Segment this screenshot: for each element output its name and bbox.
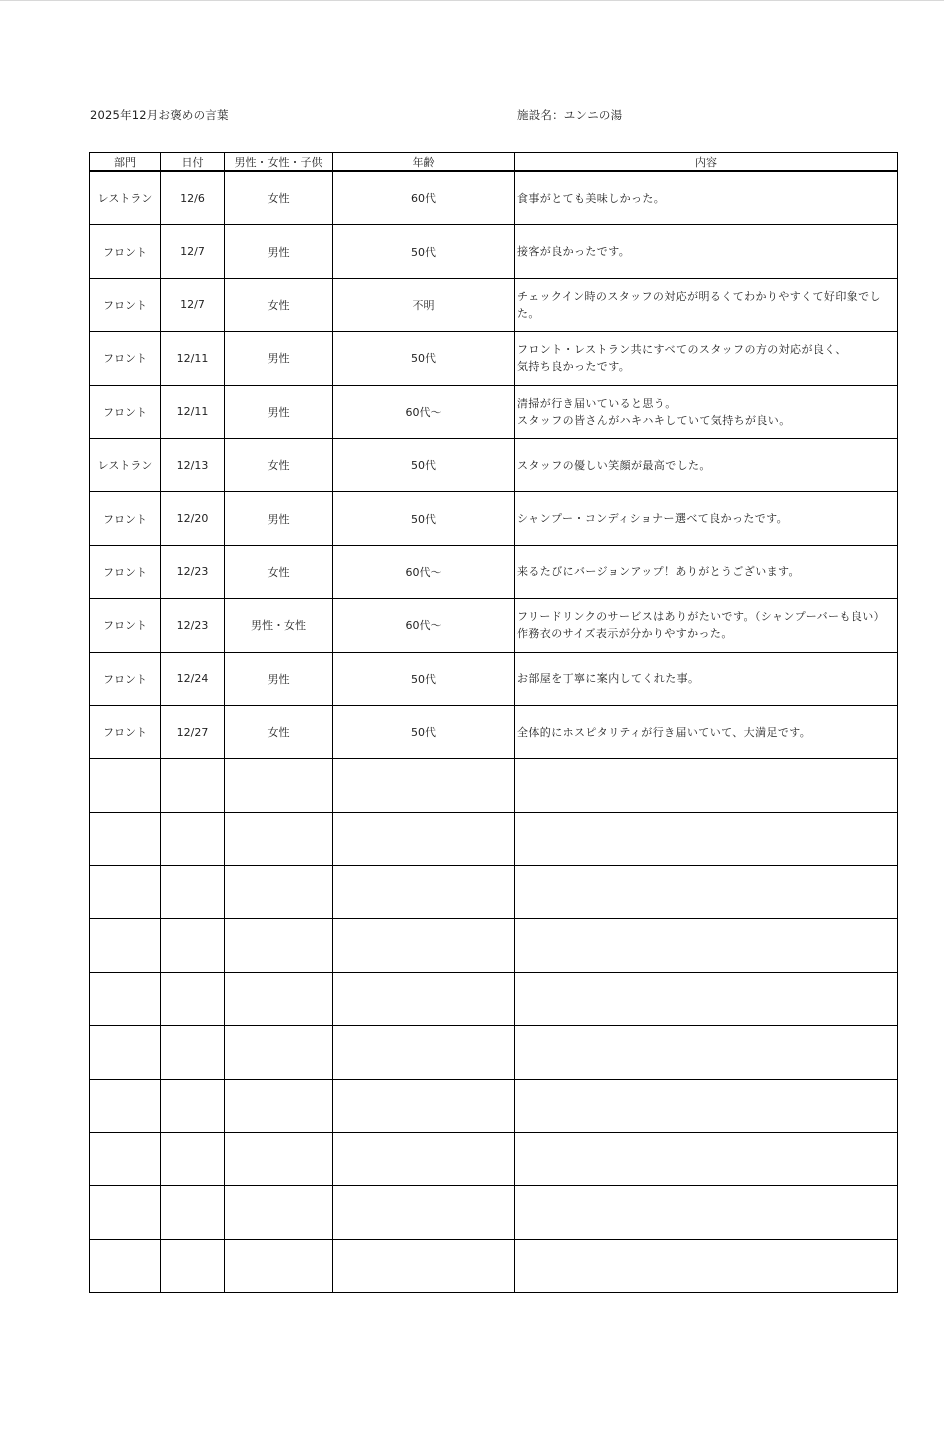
content-cell (515, 705, 898, 758)
content-line: 清掃が行き届いていると思う。 (517, 396, 677, 410)
table-row (90, 866, 898, 919)
table-row (90, 225, 898, 278)
age-cell: 50代 (333, 332, 515, 385)
age-cell: 60代～ (333, 385, 515, 438)
content-cell (515, 652, 898, 705)
table-row (90, 1239, 898, 1292)
date-cell (161, 1133, 225, 1186)
age-cell: 50代 (333, 705, 515, 758)
content-cell (515, 545, 898, 598)
content-cell (515, 599, 898, 652)
department-cell (90, 1026, 161, 1079)
content-cell (515, 225, 898, 278)
gender-cell: 男性・女性 (225, 599, 333, 652)
gender-cell: 男性 (225, 225, 333, 278)
gender-cell (225, 1026, 333, 1079)
date-cell (161, 972, 225, 1025)
gender-cell (225, 1186, 333, 1239)
table-row (90, 385, 898, 438)
table-row (90, 972, 898, 1025)
date-cell: 12/27 (161, 705, 225, 758)
department-cell (90, 759, 161, 812)
table-row (90, 492, 898, 545)
date-cell: 12/23 (161, 545, 225, 598)
table-row (90, 599, 898, 652)
date-cell (161, 1239, 225, 1292)
age-cell (333, 812, 515, 865)
department-cell: フロント (90, 652, 161, 705)
age-cell (333, 1186, 515, 1239)
department-cell: フロント (90, 385, 161, 438)
department-cell: フロント (90, 545, 161, 598)
age-cell (333, 759, 515, 812)
date-cell: 12/24 (161, 652, 225, 705)
content-cell (515, 1026, 898, 1079)
gender-cell: 女性 (225, 171, 333, 225)
date-cell (161, 919, 225, 972)
table-row (90, 278, 898, 331)
age-cell: 60代～ (333, 599, 515, 652)
age-cell: 50代 (333, 652, 515, 705)
department-cell: フロント (90, 705, 161, 758)
date-cell (161, 1079, 225, 1132)
content-cell (515, 171, 898, 225)
compliments-table (89, 152, 898, 1293)
department-cell: フロント (90, 599, 161, 652)
date-cell (161, 866, 225, 919)
department-cell: レストラン (90, 438, 161, 491)
department-cell: フロント (90, 332, 161, 385)
table-row (90, 545, 898, 598)
date-cell (161, 1026, 225, 1079)
content-cell (515, 278, 898, 331)
table-row (90, 1186, 898, 1239)
gender-cell: 男性 (225, 385, 333, 438)
age-cell (333, 1133, 515, 1186)
age-cell: 50代 (333, 438, 515, 491)
content-line: フロント・レストラン共にすべてのスタッフの方の対応が良く、 (517, 343, 847, 357)
content-cell (515, 972, 898, 1025)
department-cell (90, 1079, 161, 1132)
content-cell (515, 919, 898, 972)
date-cell: 12/7 (161, 278, 225, 331)
department-cell: フロント (90, 278, 161, 331)
date-cell: 12/7 (161, 225, 225, 278)
age-cell: 60代～ (333, 545, 515, 598)
gender-cell: 女性 (225, 278, 333, 331)
content-line: 来るたびにバージョンアップ！ありがとうございます。 (517, 565, 800, 579)
age-cell: 不明 (333, 278, 515, 331)
table-row (90, 1133, 898, 1186)
content-cell (515, 866, 898, 919)
content-line: 気持ち良かったです。 (517, 360, 631, 374)
table-row (90, 652, 898, 705)
department-cell (90, 812, 161, 865)
column-header-age: 年齢 (333, 153, 515, 172)
department-cell (90, 1133, 161, 1186)
gender-cell: 男性 (225, 492, 333, 545)
date-cell: 12/23 (161, 599, 225, 652)
content-cell (515, 438, 898, 491)
table-header-row (90, 153, 898, 172)
gender-cell: 男性 (225, 652, 333, 705)
date-cell: 12/13 (161, 438, 225, 491)
content-cell (515, 1186, 898, 1239)
date-cell: 12/11 (161, 385, 225, 438)
department-cell (90, 1239, 161, 1292)
content-line: 全体的にホスピタリティが行き届いていて、大満足です。 (517, 725, 812, 739)
date-cell: 12/20 (161, 492, 225, 545)
table-row (90, 919, 898, 972)
column-header-content: 内容 (515, 153, 898, 172)
age-cell (333, 866, 515, 919)
gender-cell: 女性 (225, 438, 333, 491)
content-cell (515, 1239, 898, 1292)
column-header-department: 部門 (90, 153, 161, 172)
table-row (90, 759, 898, 812)
gender-cell (225, 1133, 333, 1186)
gender-cell: 男性 (225, 332, 333, 385)
date-cell (161, 812, 225, 865)
page-top-rule (0, 0, 944, 1)
content-cell (515, 1079, 898, 1132)
age-cell: 60代 (333, 171, 515, 225)
date-cell (161, 1186, 225, 1239)
gender-cell (225, 812, 333, 865)
date-cell: 12/6 (161, 171, 225, 225)
content-cell (515, 332, 898, 385)
age-cell (333, 1079, 515, 1132)
content-cell (515, 812, 898, 865)
table-row (90, 1026, 898, 1079)
gender-cell (225, 1239, 333, 1292)
table-row (90, 332, 898, 385)
content-line: 作務衣のサイズ表示が分かりやすかった。 (517, 627, 733, 641)
age-cell: 50代 (333, 492, 515, 545)
department-cell: フロント (90, 225, 161, 278)
gender-cell (225, 1079, 333, 1132)
age-cell (333, 1026, 515, 1079)
content-line: スタッフの皆さんがハキハキしていて気持ちが良い。 (517, 413, 791, 427)
content-line: チェックイン時のスタッフの対応が明るくてわかりやすくて好印象でした。 (517, 289, 881, 320)
gender-cell (225, 919, 333, 972)
table-body (90, 171, 898, 1293)
content-cell (515, 385, 898, 438)
content-line: シャンプー・コンディショナー選べて良かったです。 (517, 512, 789, 526)
gender-cell (225, 866, 333, 919)
date-cell: 12/11 (161, 332, 225, 385)
department-cell (90, 972, 161, 1025)
gender-cell: 女性 (225, 545, 333, 598)
age-cell (333, 919, 515, 972)
gender-cell (225, 759, 333, 812)
column-header-gender: 男性・女性・子供 (225, 153, 333, 172)
content-line: スタッフの優しい笑顔が最高でした。 (517, 458, 711, 472)
department-cell (90, 919, 161, 972)
table-row (90, 705, 898, 758)
age-cell: 50代 (333, 225, 515, 278)
gender-cell: 女性 (225, 705, 333, 758)
table-row (90, 171, 898, 225)
department-cell (90, 1186, 161, 1239)
table-row (90, 1079, 898, 1132)
date-cell (161, 759, 225, 812)
content-line: 食事がとても美味しかった。 (517, 191, 666, 205)
content-line: お部屋を丁寧に案内してくれた事。 (517, 672, 700, 686)
department-cell (90, 866, 161, 919)
department-cell: レストラン (90, 171, 161, 225)
column-header-date: 日付 (161, 153, 225, 172)
table-row (90, 812, 898, 865)
department-cell: フロント (90, 492, 161, 545)
content-line: フリードリンクのサービスはありがたいです。（シャンプーバーも良い） (517, 610, 886, 624)
age-cell (333, 1239, 515, 1292)
gender-cell (225, 972, 333, 1025)
facility-name: 施設名：ユンニの湯 (517, 108, 623, 122)
content-cell (515, 492, 898, 545)
age-cell (333, 972, 515, 1025)
content-cell (515, 759, 898, 812)
table-row (90, 438, 898, 491)
content-line: 接客が良かったです。 (517, 245, 631, 259)
document-title: 2025年12月お褒めの言葉 (90, 108, 229, 122)
content-cell (515, 1133, 898, 1186)
